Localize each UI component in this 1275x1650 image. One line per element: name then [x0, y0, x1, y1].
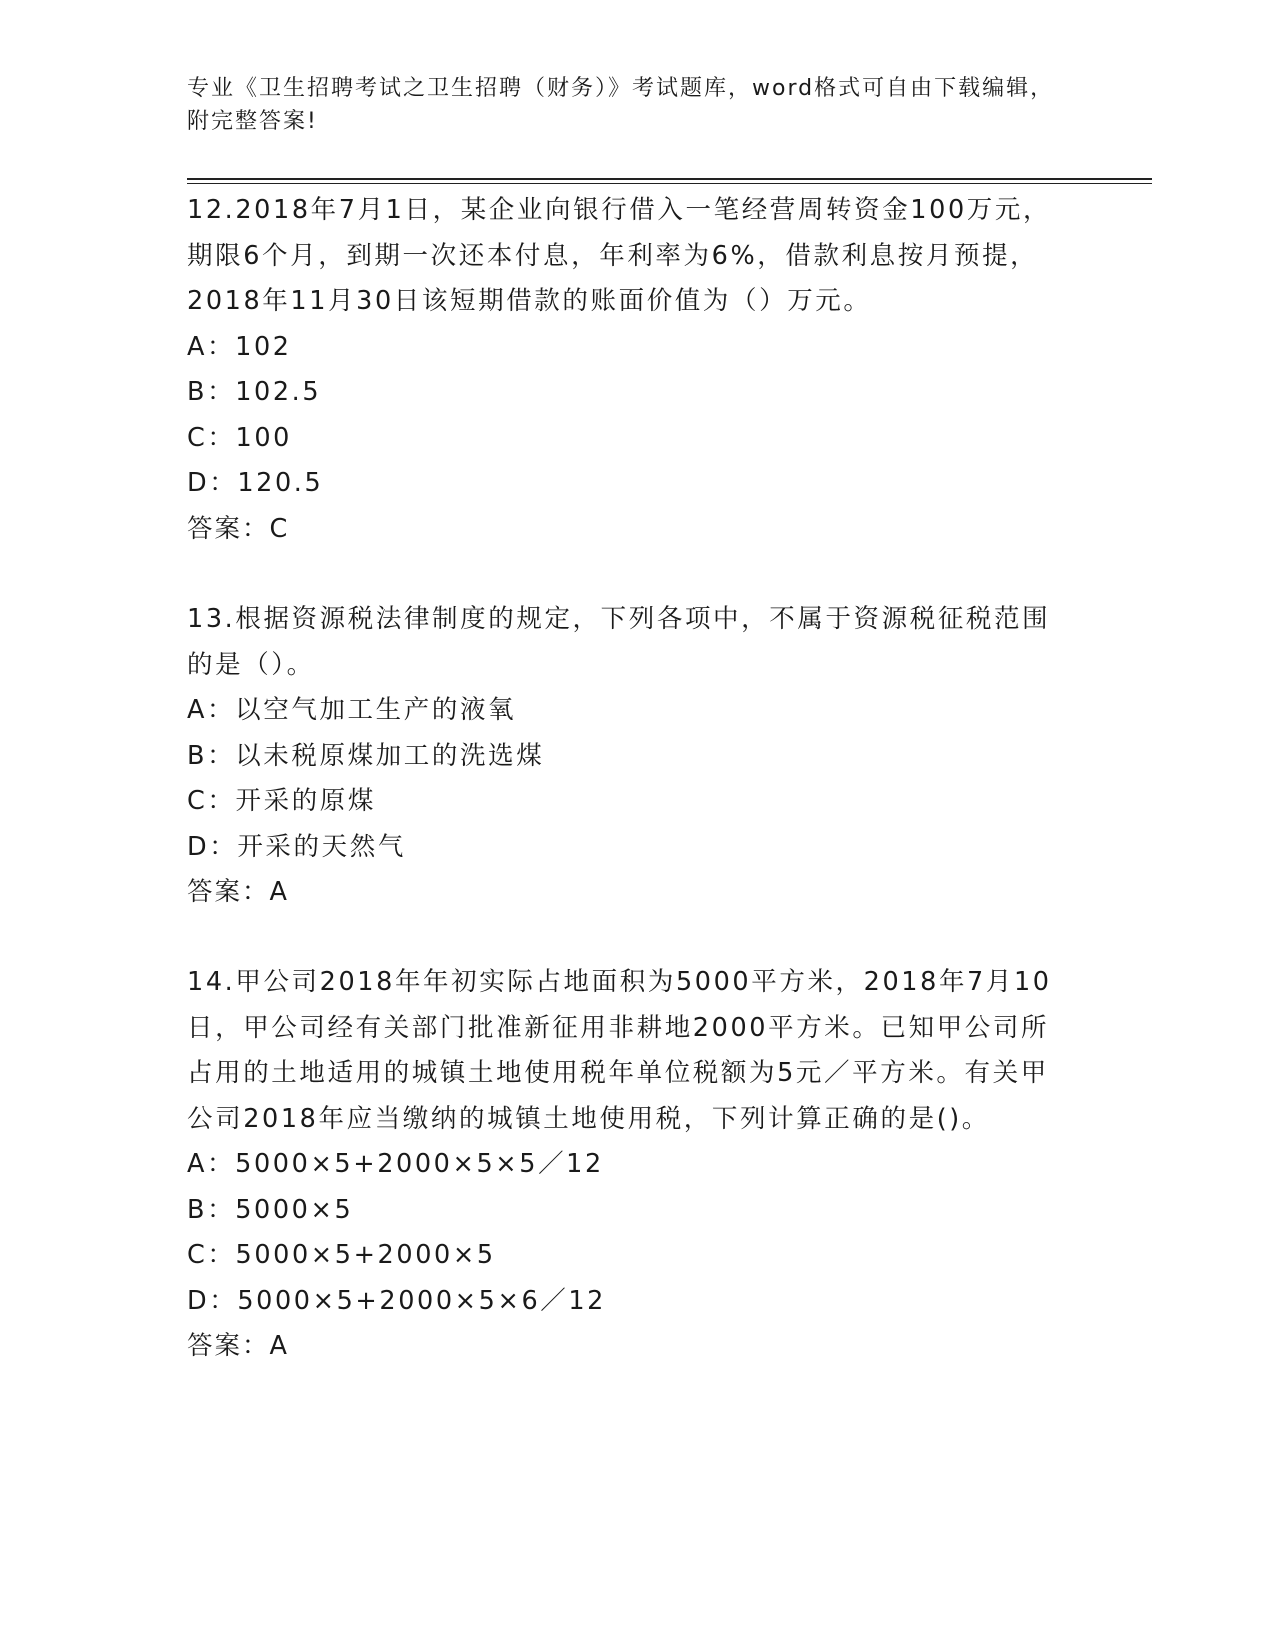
question-block	[187, 188, 1067, 552]
option-a: A：5000×5+2000×5×5／12	[187, 1149, 604, 1179]
option-b: B：5000×5	[187, 1194, 354, 1225]
header-divider	[187, 178, 1152, 184]
option-c: C：100	[187, 422, 292, 453]
question-stem: 12.2018年7月1日，某企业向银行借入一笔经营周转资金100万元，期限6个月，到期一次还本付息，年利率为6%，借款利息按月预提，2018年11月30日该短期借款的账面价值为（）万元。	[187, 195, 1052, 316]
option-c: C：开采的原煤	[187, 786, 377, 816]
option-c: C：5000×5+2000×5	[187, 1240, 496, 1270]
question-stem: 14.甲公司2018年年初实际占地面积为5000平方米，2018年7月10日，甲公司经有关部门批准新征用非耕地2000平方米。已知甲公司所占用的土地适用的城镇土地使用税年单位税额为5元／平方米。有关甲公司2018年应当缴纳的城镇土地使用税，下列计算正确的是()。	[187, 967, 1052, 1134]
option-d: D：开采的天然气	[187, 831, 406, 862]
option-a: A：以空气加工生产的液氧	[187, 695, 517, 725]
option-d: D：120.5	[187, 468, 324, 498]
answer-line: 答案：A	[187, 877, 289, 907]
question-stem: 13.根据资源税法律制度的规定，下列各项中，不属于资源税征税范围的是（）。	[187, 604, 1051, 680]
option-a: A：102	[187, 331, 292, 362]
option-b: B：以未税原煤加工的洗选煤	[187, 740, 545, 771]
answer-line: 答案：A	[187, 1331, 289, 1361]
answer-line: 答案：C	[187, 513, 290, 544]
option-b: B：102.5	[187, 377, 322, 407]
question-block	[187, 597, 1067, 916]
option-d: D：5000×5+2000×5×6／12	[187, 1285, 607, 1316]
page-header: 专业《卫生招聘考试之卫生招聘（财务）》考试题库，word格式可自由下载编辑，附完整答案!	[187, 76, 1055, 134]
question-block	[187, 960, 1067, 1370]
